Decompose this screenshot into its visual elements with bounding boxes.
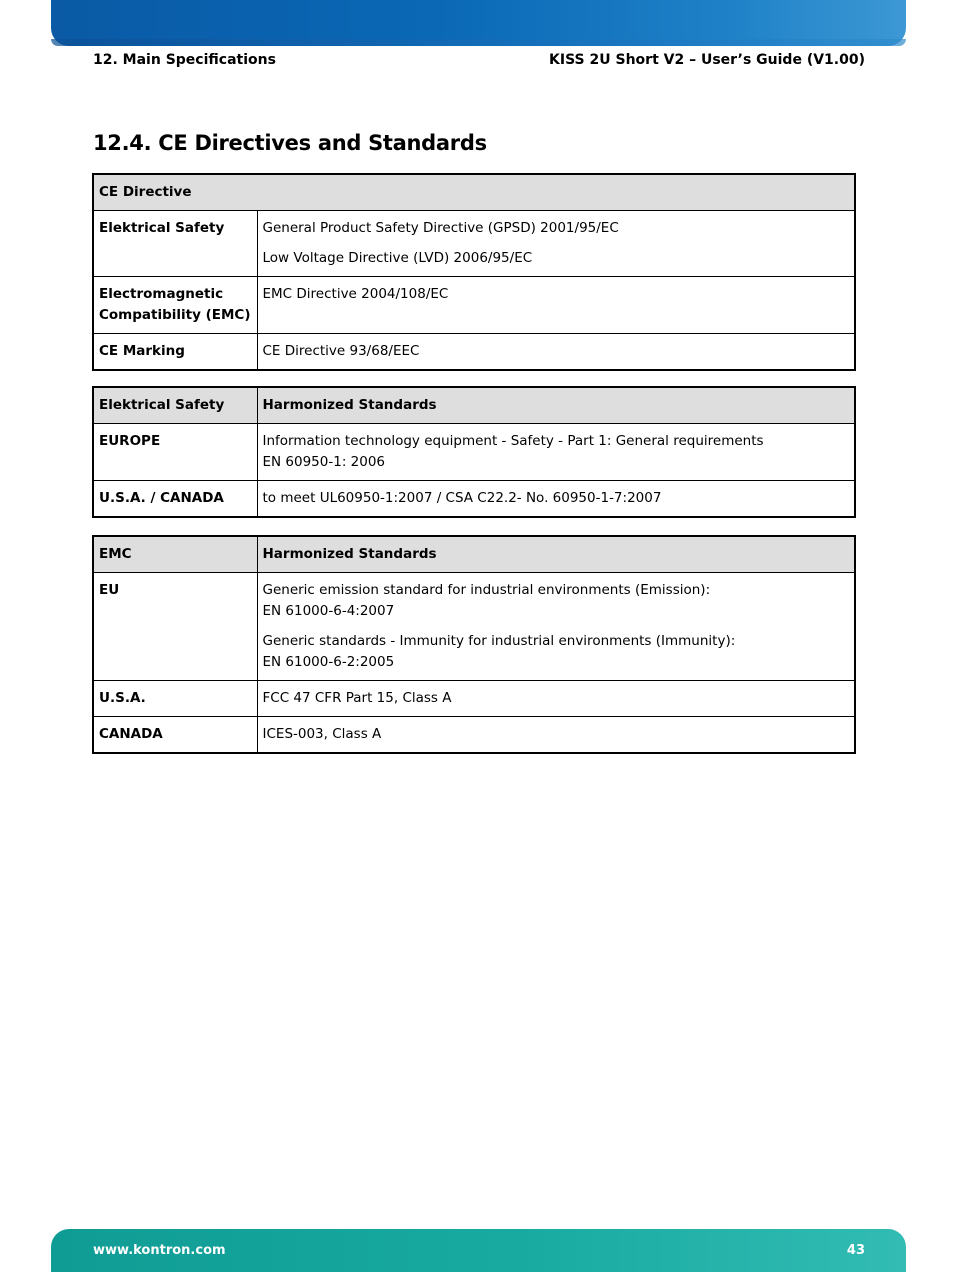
table-header-cell: Harmonized Standards xyxy=(257,536,855,573)
chapter-title: 12. Main Specifications xyxy=(93,52,276,68)
row-label: EUROPE xyxy=(93,424,257,481)
row-value xyxy=(257,424,855,481)
row-value-line: Generic emission standard for industrial environments (Emission): xyxy=(262,582,711,598)
footer-banner xyxy=(51,1229,906,1272)
section-title: 12.4. CE Directives and Standards xyxy=(93,131,487,155)
row-value-line: EN 61000-6-4:2007 xyxy=(262,603,395,619)
table-row xyxy=(93,211,855,277)
table-row xyxy=(93,481,855,518)
table-header-cell: EMC xyxy=(93,536,257,573)
row-label: CE Marking xyxy=(93,334,257,371)
row-value: ICES-003, Class A xyxy=(257,717,855,754)
table-header-cell: Harmonized Standards xyxy=(257,387,855,424)
row-value: CE Directive 93/68/EEC xyxy=(257,334,855,371)
table-row xyxy=(93,334,855,371)
row-label: EU xyxy=(93,573,257,681)
electrical-safety-table xyxy=(92,386,856,518)
row-value-line: EN 61000-6-2:2005 xyxy=(262,654,395,670)
page-number: 43 xyxy=(846,1243,865,1258)
table-row xyxy=(93,277,855,334)
row-value-line: General Product Safety Directive (GPSD) 2001/95/EC xyxy=(262,220,619,236)
table-row xyxy=(93,573,855,681)
row-label: CANADA xyxy=(93,717,257,754)
table-header-cell: CE Directive xyxy=(93,174,855,211)
header-banner xyxy=(51,0,906,46)
row-label: U.S.A. / CANADA xyxy=(93,481,257,518)
header-banner-accent xyxy=(51,39,906,46)
row-value-line: EN 60950-1: 2006 xyxy=(262,454,386,470)
table-row xyxy=(93,681,855,717)
row-label: U.S.A. xyxy=(93,681,257,717)
row-value xyxy=(257,211,855,277)
emc-table xyxy=(92,535,856,754)
document-title: KISS 2U Short V2 – User’s Guide (V1.00) xyxy=(549,52,865,68)
table-header-row xyxy=(93,536,855,573)
footer-url: www.kontron.com xyxy=(93,1243,226,1258)
row-value: to meet UL60950-1:2007 / CSA C22.2- No. 60950-1-7:2007 xyxy=(257,481,855,518)
table-header-row xyxy=(93,174,855,211)
row-value-line: Generic standards - Immunity for industrial environments (Immunity): xyxy=(262,633,736,649)
ce-directive-table xyxy=(92,173,856,371)
table-header-row xyxy=(93,387,855,424)
row-value: FCC 47 CFR Part 15, Class A xyxy=(257,681,855,717)
row-label: Elektrical Safety xyxy=(93,211,257,277)
table-row xyxy=(93,424,855,481)
table-row xyxy=(93,717,855,754)
row-value: EMC Directive 2004/108/EC xyxy=(257,277,855,334)
table-header-cell: Elektrical Safety xyxy=(93,387,257,424)
running-header xyxy=(93,52,865,70)
row-value-line: Low Voltage Directive (LVD) 2006/95/EC xyxy=(262,250,533,266)
row-label: Electromagnetic Compatibility (EMC) xyxy=(93,277,257,334)
row-value xyxy=(257,573,855,681)
row-value-line: Information technology equipment - Safety - Part 1: General requirements xyxy=(262,433,764,449)
